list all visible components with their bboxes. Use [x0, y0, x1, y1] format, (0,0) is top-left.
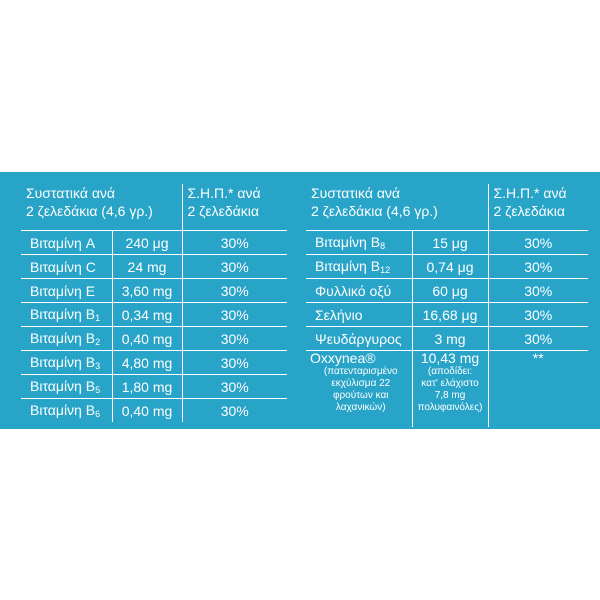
nutrient-amount: 1,80 mg [112, 375, 182, 399]
nutrient-name [306, 327, 412, 351]
nutrient-rda: 30% [182, 327, 287, 351]
nutrient-subscript: 5 [95, 384, 101, 395]
nutrient-rda: 30% [182, 303, 287, 327]
table-row [21, 399, 287, 423]
nutrient-name-text: Ψευδάργυρος [315, 330, 402, 347]
nutrient-name [21, 231, 112, 255]
oxxynea-note-line: φρούτων και [333, 390, 389, 401]
nutrient-name-text: Βιταμίνη B [315, 257, 381, 274]
nutrient-amount: 0,40 mg [112, 327, 182, 351]
nutrient-amount: 0,74 μg [412, 255, 488, 279]
rda-header-line2: 2 ζελεδάκια [493, 203, 565, 219]
nutrient-name-text: Σελήνιο [315, 306, 363, 323]
nutrient-name-text: Φυλλικό οξύ [315, 282, 392, 299]
nutrient-name [21, 279, 112, 303]
nutrient-name [21, 375, 112, 399]
nutrient-name [21, 399, 112, 423]
rda-header [488, 184, 588, 231]
ingredients-header [21, 184, 182, 231]
nutrient-name [21, 351, 112, 375]
nutrient-name-text: Βιταμίνη B [315, 233, 381, 250]
nutrient-subscript: 3 [95, 360, 101, 371]
table-row [306, 327, 588, 351]
table-row [306, 231, 588, 255]
ingredients-header [306, 184, 488, 231]
oxxynea-amount-cell [412, 351, 488, 428]
nutrient-name-text: Βιταμίνη E [30, 282, 96, 299]
nutrient-amount: 240 μg [112, 231, 182, 255]
nutrient-subscript: 12 [380, 264, 391, 275]
right-table-body [306, 231, 588, 351]
nutrient-amount: 3 mg [412, 327, 488, 351]
oxxynea-rda: ** [488, 351, 588, 428]
nutrient-rda: 30% [182, 351, 287, 375]
nutrient-subscript: 2 [95, 336, 101, 347]
nutrient-name-text: Βιταμίνη B [30, 305, 96, 322]
table-row [21, 279, 287, 303]
nutrient-name [306, 255, 412, 279]
ingredients-header-line2: 2 ζελεδάκια (4,6 γρ.) [26, 203, 153, 219]
oxxynea-note-line: λαχανικών) [335, 402, 386, 413]
nutrient-rda: 30% [182, 255, 287, 279]
rda-header-line1: Σ.Η.Π.* ανά [493, 185, 567, 201]
nutrient-amount: 60 μg [412, 279, 488, 303]
nutrient-subscript: 1 [95, 312, 101, 323]
table-row [21, 255, 287, 279]
nutrition-panel [0, 172, 600, 429]
table-row [21, 303, 287, 327]
ingredients-header-line1: Συστατικά ανά [26, 185, 116, 201]
nutrient-amount: 16,68 μg [412, 303, 488, 327]
nutrient-name [306, 231, 412, 255]
nutrient-name-text: Βιταμίνη A [30, 234, 96, 251]
rda-header-line1: Σ.Η.Π.* ανά [187, 185, 261, 201]
table-row [306, 255, 588, 279]
nutrient-name-text: Βιταμίνη B [30, 329, 96, 346]
nutrient-name [306, 303, 412, 327]
table-row [306, 303, 588, 327]
table-row [21, 327, 287, 351]
nutrient-rda: 30% [488, 231, 588, 255]
nutrient-rda: 30% [488, 255, 588, 279]
nutrient-name [306, 279, 412, 303]
nutrient-name [21, 327, 112, 351]
left-table-body [21, 231, 287, 423]
table-row [21, 351, 287, 375]
ingredients-header-line2: 2 ζελεδάκια (4,6 γρ.) [311, 203, 438, 219]
nutrition-table-left [21, 184, 287, 422]
nutrient-rda: 30% [488, 279, 588, 303]
table-row [21, 375, 287, 399]
nutrient-rda: 30% [182, 231, 287, 255]
nutrient-rda: 30% [182, 375, 287, 399]
oxxynea-name: Oxxynea® [310, 350, 376, 366]
oxxynea-amount-note [413, 366, 488, 414]
table-row [306, 279, 588, 303]
table-row-oxxynea [306, 351, 588, 428]
nutrient-amount: 0,40 mg [112, 399, 182, 423]
rda-header-line2: 2 ζελεδάκια [187, 203, 259, 219]
nutrient-subscript: 6 [95, 408, 101, 419]
oxxynea-amount-note-line: κατ' ελάχιστο [421, 378, 479, 389]
oxxynea-amount-note-line: 7,8 mg [434, 390, 466, 401]
oxxynea-name-cell [306, 351, 412, 428]
nutrient-name-text: Βιταμίνη C [30, 258, 96, 275]
ingredients-header-line1: Συστατικά ανά [311, 185, 401, 201]
nutrient-name [21, 255, 112, 279]
nutrition-table-right [306, 184, 588, 427]
oxxynea-amount-note-line: πολυφαινόλες) [417, 402, 483, 413]
oxxynea-note-line: (πατενταρισμένο [323, 366, 398, 377]
oxxynea-note-line: εκχύλισμα 22 [331, 378, 391, 389]
table-header-row [306, 184, 588, 231]
table-row [21, 231, 287, 255]
nutrient-rda: 30% [182, 279, 287, 303]
nutrient-name [21, 303, 112, 327]
rda-header [182, 184, 287, 231]
nutrient-rda: 30% [182, 399, 287, 423]
nutrient-rda: 30% [488, 303, 588, 327]
nutrient-subscript: 8 [380, 240, 386, 251]
oxxynea-note [310, 366, 412, 414]
nutrient-rda: 30% [488, 327, 588, 351]
oxxynea-amount-note-line: (αποδίδει: [427, 366, 473, 377]
nutrient-name-text: Βιταμίνη B [30, 401, 96, 418]
nutrient-amount: 15 μg [412, 231, 488, 255]
nutrient-amount: 24 mg [112, 255, 182, 279]
nutrient-amount: 4,80 mg [112, 351, 182, 375]
nutrient-amount: 0,34 mg [112, 303, 182, 327]
nutrient-name-text: Βιταμίνη B [30, 377, 96, 394]
table-header-row [21, 184, 287, 231]
nutrient-name-text: Βιταμίνη B [30, 353, 96, 370]
oxxynea-amount: 10,43 mg [420, 350, 480, 366]
nutrient-amount: 3,60 mg [112, 279, 182, 303]
